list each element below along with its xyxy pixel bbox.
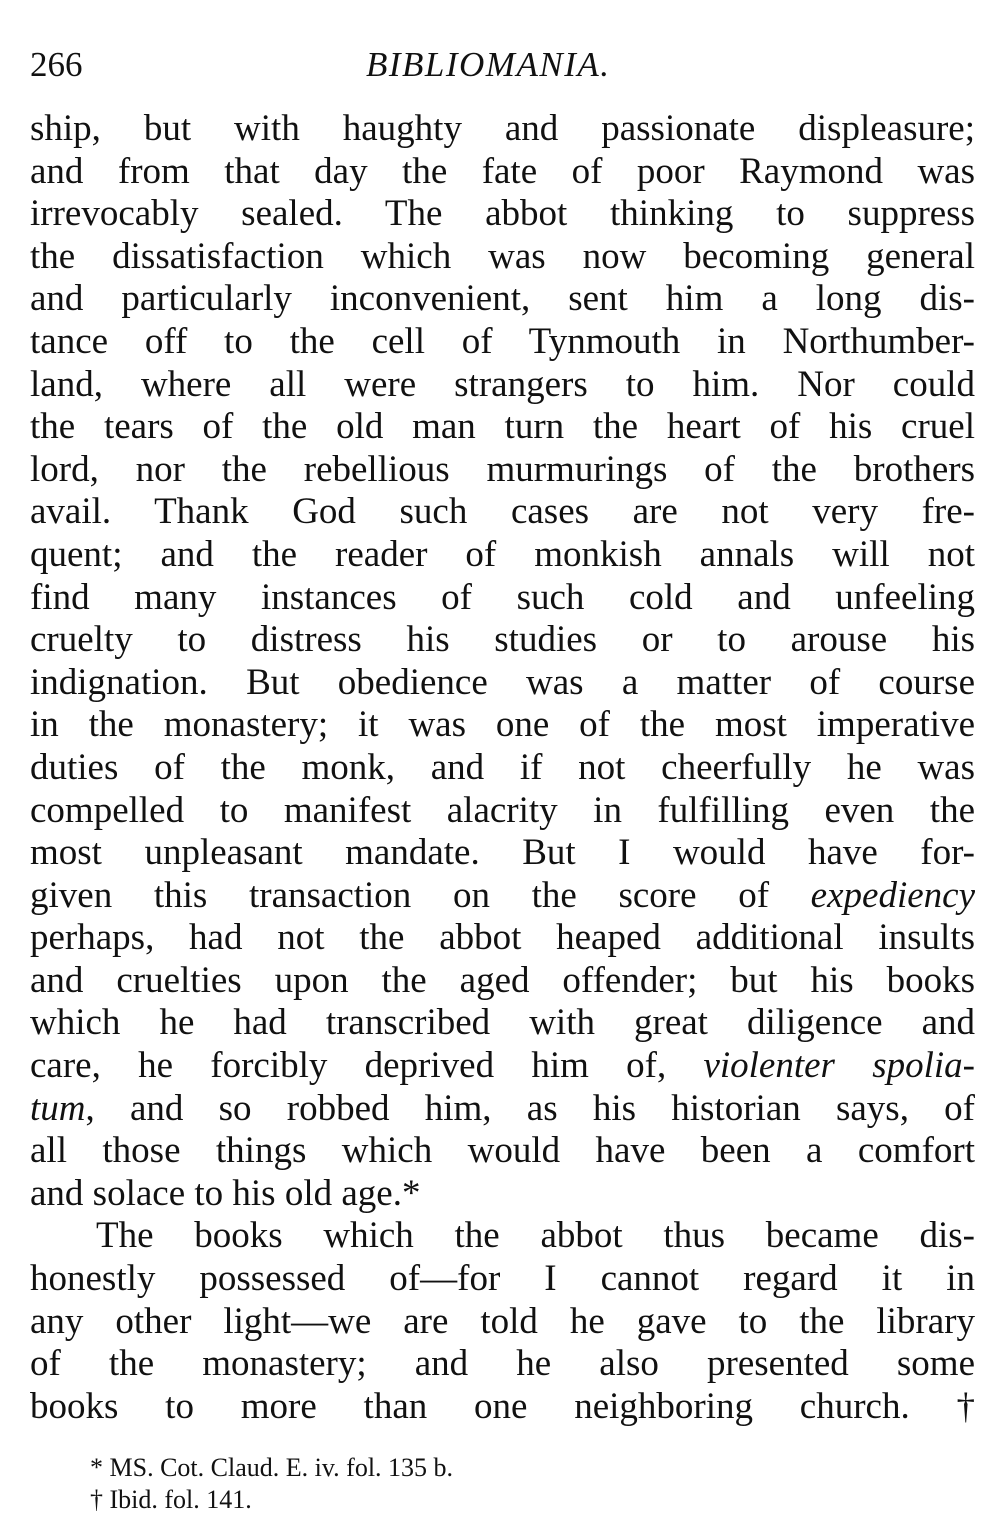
text-line xyxy=(30,406,975,449)
book-page xyxy=(30,0,975,1528)
italic-phrase: expediency xyxy=(810,874,975,916)
text-line xyxy=(30,449,975,492)
text-line xyxy=(30,875,975,918)
text-line xyxy=(30,1301,975,1344)
line-text: quent; and the reader of monkish annals will not xyxy=(30,533,975,575)
line-text: which he had transcribed with great diligence and xyxy=(30,1002,975,1044)
text-line xyxy=(30,917,975,960)
text-line xyxy=(30,534,975,577)
line-text: cruelty to distress his studies or to arouse his xyxy=(30,619,975,661)
footnote: * MS. Cot. Claud. E. iv. fol. 135 b. xyxy=(90,1453,454,1482)
line-text: the dissatisfaction which was now becoming general xyxy=(30,235,975,277)
line-text: and solace to his old age.* xyxy=(30,1172,421,1214)
text-line xyxy=(30,619,975,662)
text-line xyxy=(30,1002,975,1045)
italic-phrase: violenter spolia- xyxy=(703,1045,975,1087)
line-text: given this transaction on the score of xyxy=(30,874,811,916)
text-line xyxy=(30,1045,975,1088)
line-text: in the monastery; it was one of the most imperative xyxy=(30,704,975,746)
text-line xyxy=(30,321,975,364)
text-line xyxy=(30,236,975,279)
line-text: and from that day the fate of poor Raymond was xyxy=(30,150,975,192)
line-text: compelled to manifest alacrity in fulfilling even the xyxy=(30,789,975,831)
text-line xyxy=(30,193,975,236)
footnote: † Ibid. fol. 141. xyxy=(90,1485,252,1514)
line-text: any other light—we are told he gave to the library xyxy=(30,1300,975,1342)
line-text: find many instances of such cold and unfeeling xyxy=(30,576,975,618)
text-line xyxy=(30,704,975,747)
line-text: , and so robbed him, as his historian says, of xyxy=(85,1087,975,1129)
line-text: all those things which would have been a comfort xyxy=(30,1130,975,1172)
text-line xyxy=(30,662,975,705)
text-line xyxy=(30,1258,975,1301)
text-line xyxy=(30,960,975,1003)
body-text xyxy=(30,108,975,1428)
line-text: books to more than one neighboring church. † xyxy=(30,1385,975,1427)
text-line xyxy=(30,577,975,620)
line-text: ship, but with haughty and passionate displeasure; xyxy=(30,108,975,149)
text-line xyxy=(30,491,975,534)
line-text: irrevocably sealed. The abbot thinking to suppress xyxy=(30,193,975,235)
text-line xyxy=(30,1130,975,1173)
text-line xyxy=(30,832,975,875)
line-text: land, where all were strangers to him. Nor could xyxy=(30,363,975,405)
running-title: BIBLIOMANIA. xyxy=(366,45,611,84)
text-line xyxy=(30,1386,975,1429)
line-text: lord, nor the rebellious murmurings of the brothers xyxy=(30,448,975,490)
text-line xyxy=(30,1173,975,1216)
text-line xyxy=(30,1343,975,1386)
line-text: avail. Thank God such cases are not very fre- xyxy=(30,491,975,533)
line-text: of the monastery; and he also presented some xyxy=(30,1343,975,1385)
footnotes xyxy=(90,1452,970,1516)
text-line xyxy=(30,1088,975,1131)
line-text: and cruelties upon the aged offender; but his books xyxy=(30,959,975,1001)
italic-phrase: tum xyxy=(30,1087,86,1129)
text-line xyxy=(30,278,975,321)
line-text: indignation. But obedience was a matter of course xyxy=(30,661,975,703)
text-line xyxy=(30,151,975,194)
line-text: the tears of the old man turn the heart of his cruel xyxy=(30,406,975,448)
line-text: honestly possessed of—for I cannot regard it in xyxy=(30,1258,975,1300)
line-text: tance off to the cell of Tynmouth in Northumber- xyxy=(30,320,975,362)
text-line xyxy=(30,1215,975,1258)
line-text: most unpleasant mandate. But I would have for- xyxy=(30,832,975,874)
line-text: perhaps, had not the abbot heaped additional insults xyxy=(30,917,975,959)
page-number: 266 xyxy=(30,45,83,84)
text-line xyxy=(30,364,975,407)
text-line xyxy=(30,747,975,790)
page-header xyxy=(30,44,975,86)
text-line xyxy=(30,108,975,151)
text-line xyxy=(30,790,975,833)
line-text: The books which the abbot thus became dis- xyxy=(96,1215,975,1257)
line-text: duties of the monk, and if not cheerfully he was xyxy=(30,746,975,788)
line-text: and particularly inconvenient, sent him a long dis- xyxy=(30,278,975,320)
line-text: care, he forcibly deprived him of, xyxy=(30,1045,704,1087)
